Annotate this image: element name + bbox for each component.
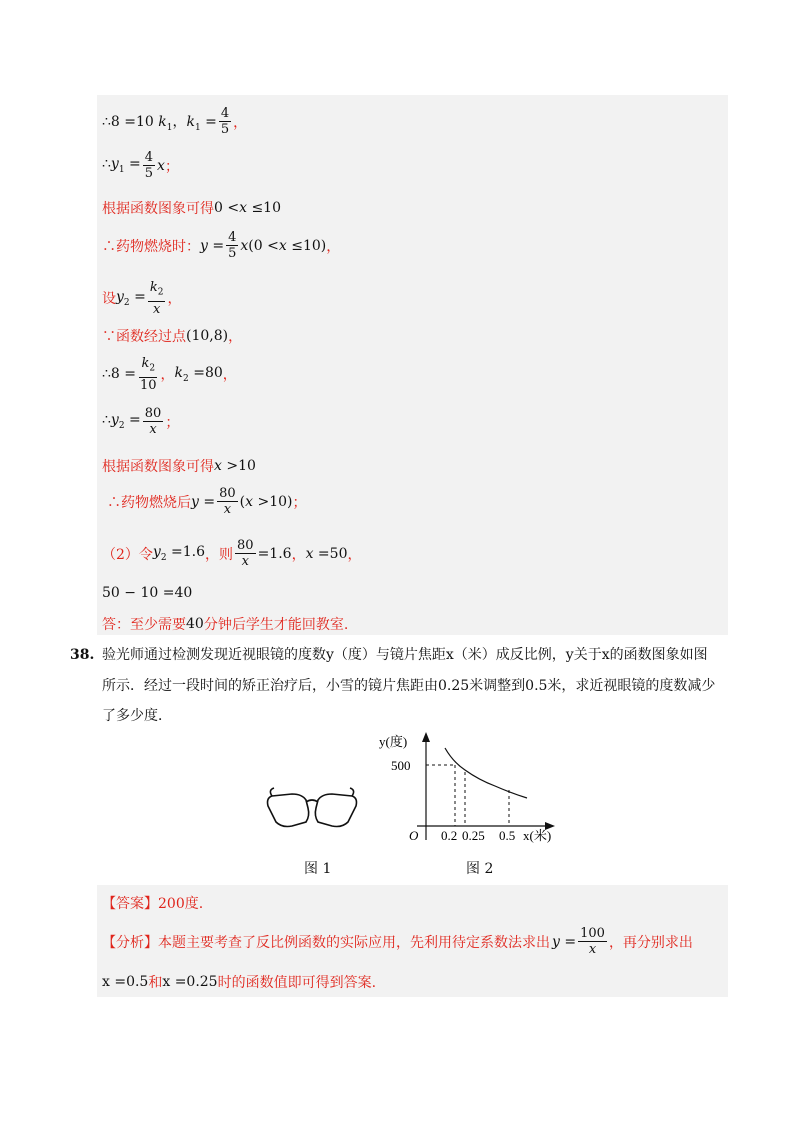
formula-fraction: $\frac{100}{x}$ (580, 926, 605, 957)
solution-line-12: 50 − 10 =40 (102, 585, 193, 601)
solution-line-2: $\therefore y_1$ = $\frac{4}{5}$ x ； (102, 150, 179, 181)
origin-label: O (409, 828, 419, 843)
x-tick-0-5: 0.5 (499, 828, 516, 843)
solution-line-3: 根据函数图象可得 0 <x ≤10 (102, 200, 281, 217)
y-tick-500: 500 (391, 758, 411, 773)
question-line-1: 验光师通过检测发现近视眼镜的度数y（度）与镜片焦距x（米）成反比例，y关于x的函数图象如图 (102, 647, 708, 663)
x-tick-0-25: 0.25 (462, 828, 485, 843)
solution-line-10: ∴药物燃烧后 y = $\frac{80}{x}$ (x >10) ； (107, 486, 307, 517)
solution-line-11: （2）令 $y_2 =1.6$ ，则 $\frac{80}{x}$ =1.6 ， x =50 ， (102, 538, 362, 569)
inverse-graph-figure (375, 730, 585, 848)
x-tick-0-2: 0.2 (441, 828, 458, 843)
x-axis-label: x(米) (523, 828, 552, 843)
analysis-and: 和 (148, 975, 163, 991)
analysis-text-1: 本题主要考查了反比例函数的实际应用，先利用待定系数法求出 (158, 934, 550, 951)
analysis-tail: 时的函数值即可得到答案. (217, 975, 377, 991)
inverse-curve (445, 748, 527, 798)
solution-line-1: ∴8 =10 $k_1$，$k_1$ = $\frac{4}{5}$ ， (102, 106, 248, 137)
analysis-label: 【分析】 (102, 934, 158, 951)
analysis-x-05: x =0.5 (102, 974, 149, 990)
question-line-3: 了多少度． (102, 708, 172, 724)
solution-line-4: ∴药物燃烧时： y = $\frac{4}{5}$ x(0 <x ≤10) ， (102, 230, 341, 261)
fig1-caption: 图 1 (304, 861, 332, 877)
answer-line (102, 893, 203, 913)
question-line-2: 所示．经过一段时间的矫正治疗后，小雪的镜片焦距由0.25米调整到0.5米，求近视眼镜的度数减少 (102, 678, 716, 694)
solution-line-13: 答：至少需要 40 分钟后学生才能回教室. (102, 616, 349, 633)
fig2-caption: 图 2 (466, 861, 494, 877)
question-number: 38. (70, 647, 95, 663)
answer-value: 200度. (158, 896, 204, 912)
y-axis-label: y(度) (379, 734, 408, 749)
analysis-line-2 (102, 972, 376, 992)
solution-line-8: $\therefore y_2$ = $\frac{80}{x}$ ； (102, 406, 180, 437)
formula-lhs: y (552, 933, 560, 950)
solution-line-9: 根据函数图象可得 x >10 (102, 458, 256, 475)
solution-line-7: ∴8 = $\frac{k_2}{10}$ ， $k_2 =80$ ， (102, 356, 237, 393)
analysis-text-2: ，再分别求出 (608, 934, 693, 951)
analysis-line-1: 【分析】 本题主要考查了反比例函数的实际应用，先利用待定系数法求出 y = $\frac{100}{x}$ ，再分别求出 (102, 926, 693, 957)
y-axis-arrow (422, 732, 430, 742)
glasses-figure (262, 786, 362, 832)
solution-line-6: ∵函数经过点 (10,8) ， (102, 328, 243, 345)
answer-label: 【答案】 (102, 896, 158, 912)
analysis-x-025: x =0.25 (162, 974, 218, 990)
solution-line-5: 设 $y_2$ = $\frac{k_2}{x}$ ， (102, 280, 182, 317)
